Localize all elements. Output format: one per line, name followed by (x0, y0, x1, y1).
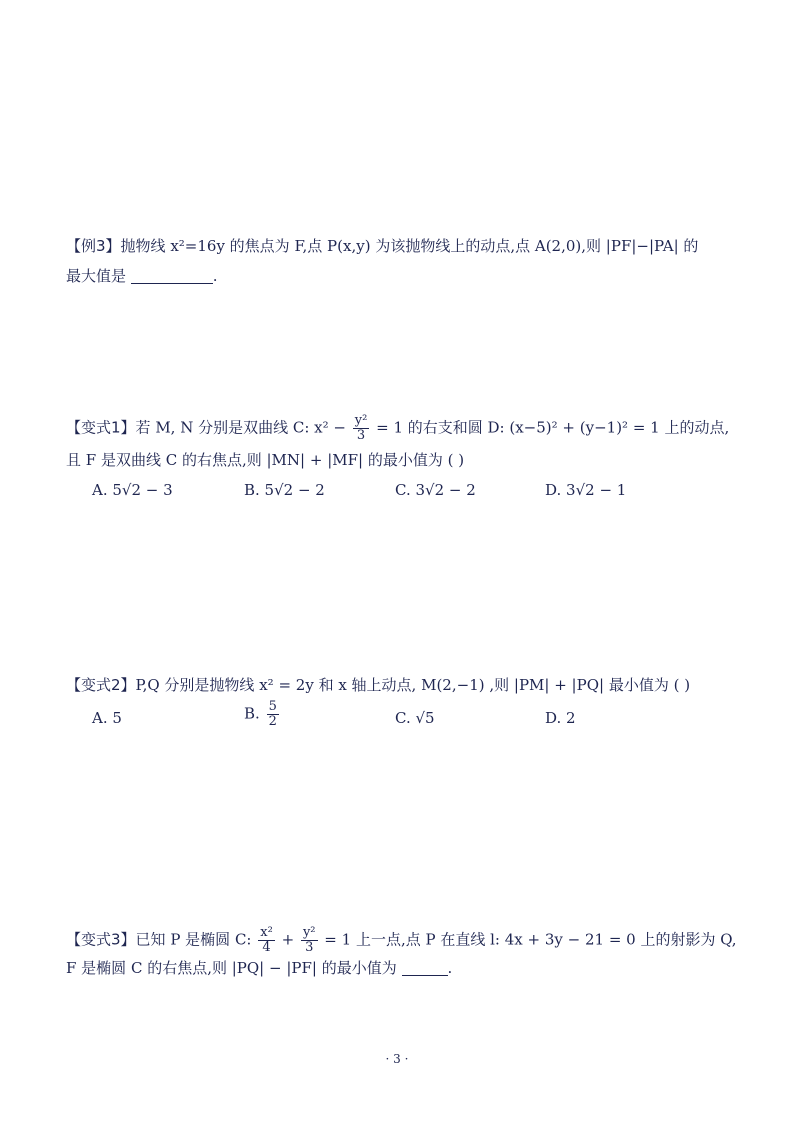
example3-line1 (66, 236, 698, 256)
variant2-option-b[interactable] (244, 700, 281, 729)
variant3-text-line2: F 是椭圆 C 的右焦点,则 |PQ| − |PF| 的最小值为 (66, 959, 397, 977)
variant2-option-b-num: 5 (268, 699, 277, 714)
variant2-option-b-label: B. (244, 704, 260, 723)
page-number: · 3 · (385, 1052, 409, 1066)
variant1-text-line2: 且 F 是双曲线 C 的右焦点,则 |MN| + |MF| 的最小值为 ( ) (66, 451, 465, 469)
variant3-plus: + (281, 930, 295, 949)
variant2-line1 (66, 675, 690, 695)
example3-text-line1: 抛物线 x²=16y 的焦点为 F,点 P(x,y) 为该抛物线上的动点,点 A(2,0),则 |PF|−|PA| 的 (120, 237, 699, 255)
variant1-text-b: = 1 的右支和圆 D: (x−5)² + (y−1)² = 1 上的动点, (376, 418, 730, 437)
variant1-tag: 【变式1】 (66, 418, 136, 437)
variant2-option-b-fraction (267, 700, 279, 729)
example3-answer-blank[interactable] (131, 269, 213, 284)
variant1-line1 (66, 414, 729, 443)
variant3-frac1-num: x² (260, 925, 273, 940)
variant2-option-a[interactable]: A. 5 (92, 709, 122, 727)
variant1-fraction (353, 414, 370, 443)
variant3-frac2-den: 3 (305, 940, 314, 955)
example3-tag: 【例3】 (66, 237, 121, 255)
example3-line2 (66, 266, 218, 286)
variant1-frac-num: y² (354, 413, 368, 428)
variant3-line1 (66, 926, 737, 955)
variant3-fraction-2 (301, 926, 318, 955)
variant3-answer-blank[interactable] (402, 961, 448, 976)
variant2-tag: 【变式2】 (66, 676, 136, 694)
variant2-option-c[interactable]: C. √5 (395, 709, 435, 727)
variant1-frac-den: 3 (356, 428, 366, 443)
variant2-option-d[interactable]: D. 2 (545, 709, 576, 727)
variant3-text-b: = 1 上一点,点 P 在直线 l: 4x + 3y − 21 = 0 上的射影为 Q, (324, 930, 737, 949)
variant1-text-a: 若 M, N 分别是双曲线 C: x² − (135, 418, 346, 437)
variant2-text-line1: P,Q 分别是抛物线 x² = 2y 和 x 轴上动点, M(2,−1) ,则 |PM| + |PQ| 最小值为 ( ) (135, 676, 691, 694)
example3-text-line2: 最大值是 (66, 267, 127, 285)
variant3-tag: 【变式3】 (66, 930, 136, 949)
variant1-option-c[interactable]: C. 3√2 − 2 (395, 481, 476, 499)
variant2-options (92, 699, 742, 748)
example3-period: . (212, 267, 218, 285)
variant3-frac1-den: 4 (262, 940, 271, 955)
variant2-option-b-den: 2 (268, 714, 277, 729)
variant1-option-b[interactable]: B. 5√2 − 2 (244, 481, 325, 499)
variant1-option-d[interactable]: D. 3√2 − 1 (545, 481, 627, 499)
variant1-option-a[interactable]: A. 5√2 − 3 (92, 481, 173, 499)
variant1-line2 (66, 450, 464, 470)
variant3-line2 (66, 958, 452, 978)
variant3-frac2-num: y² (302, 925, 316, 940)
variant3-fraction-1 (258, 926, 275, 955)
variant3-period: . (447, 959, 453, 977)
variant3-text-a: 已知 P 是椭圆 C: (135, 930, 252, 949)
